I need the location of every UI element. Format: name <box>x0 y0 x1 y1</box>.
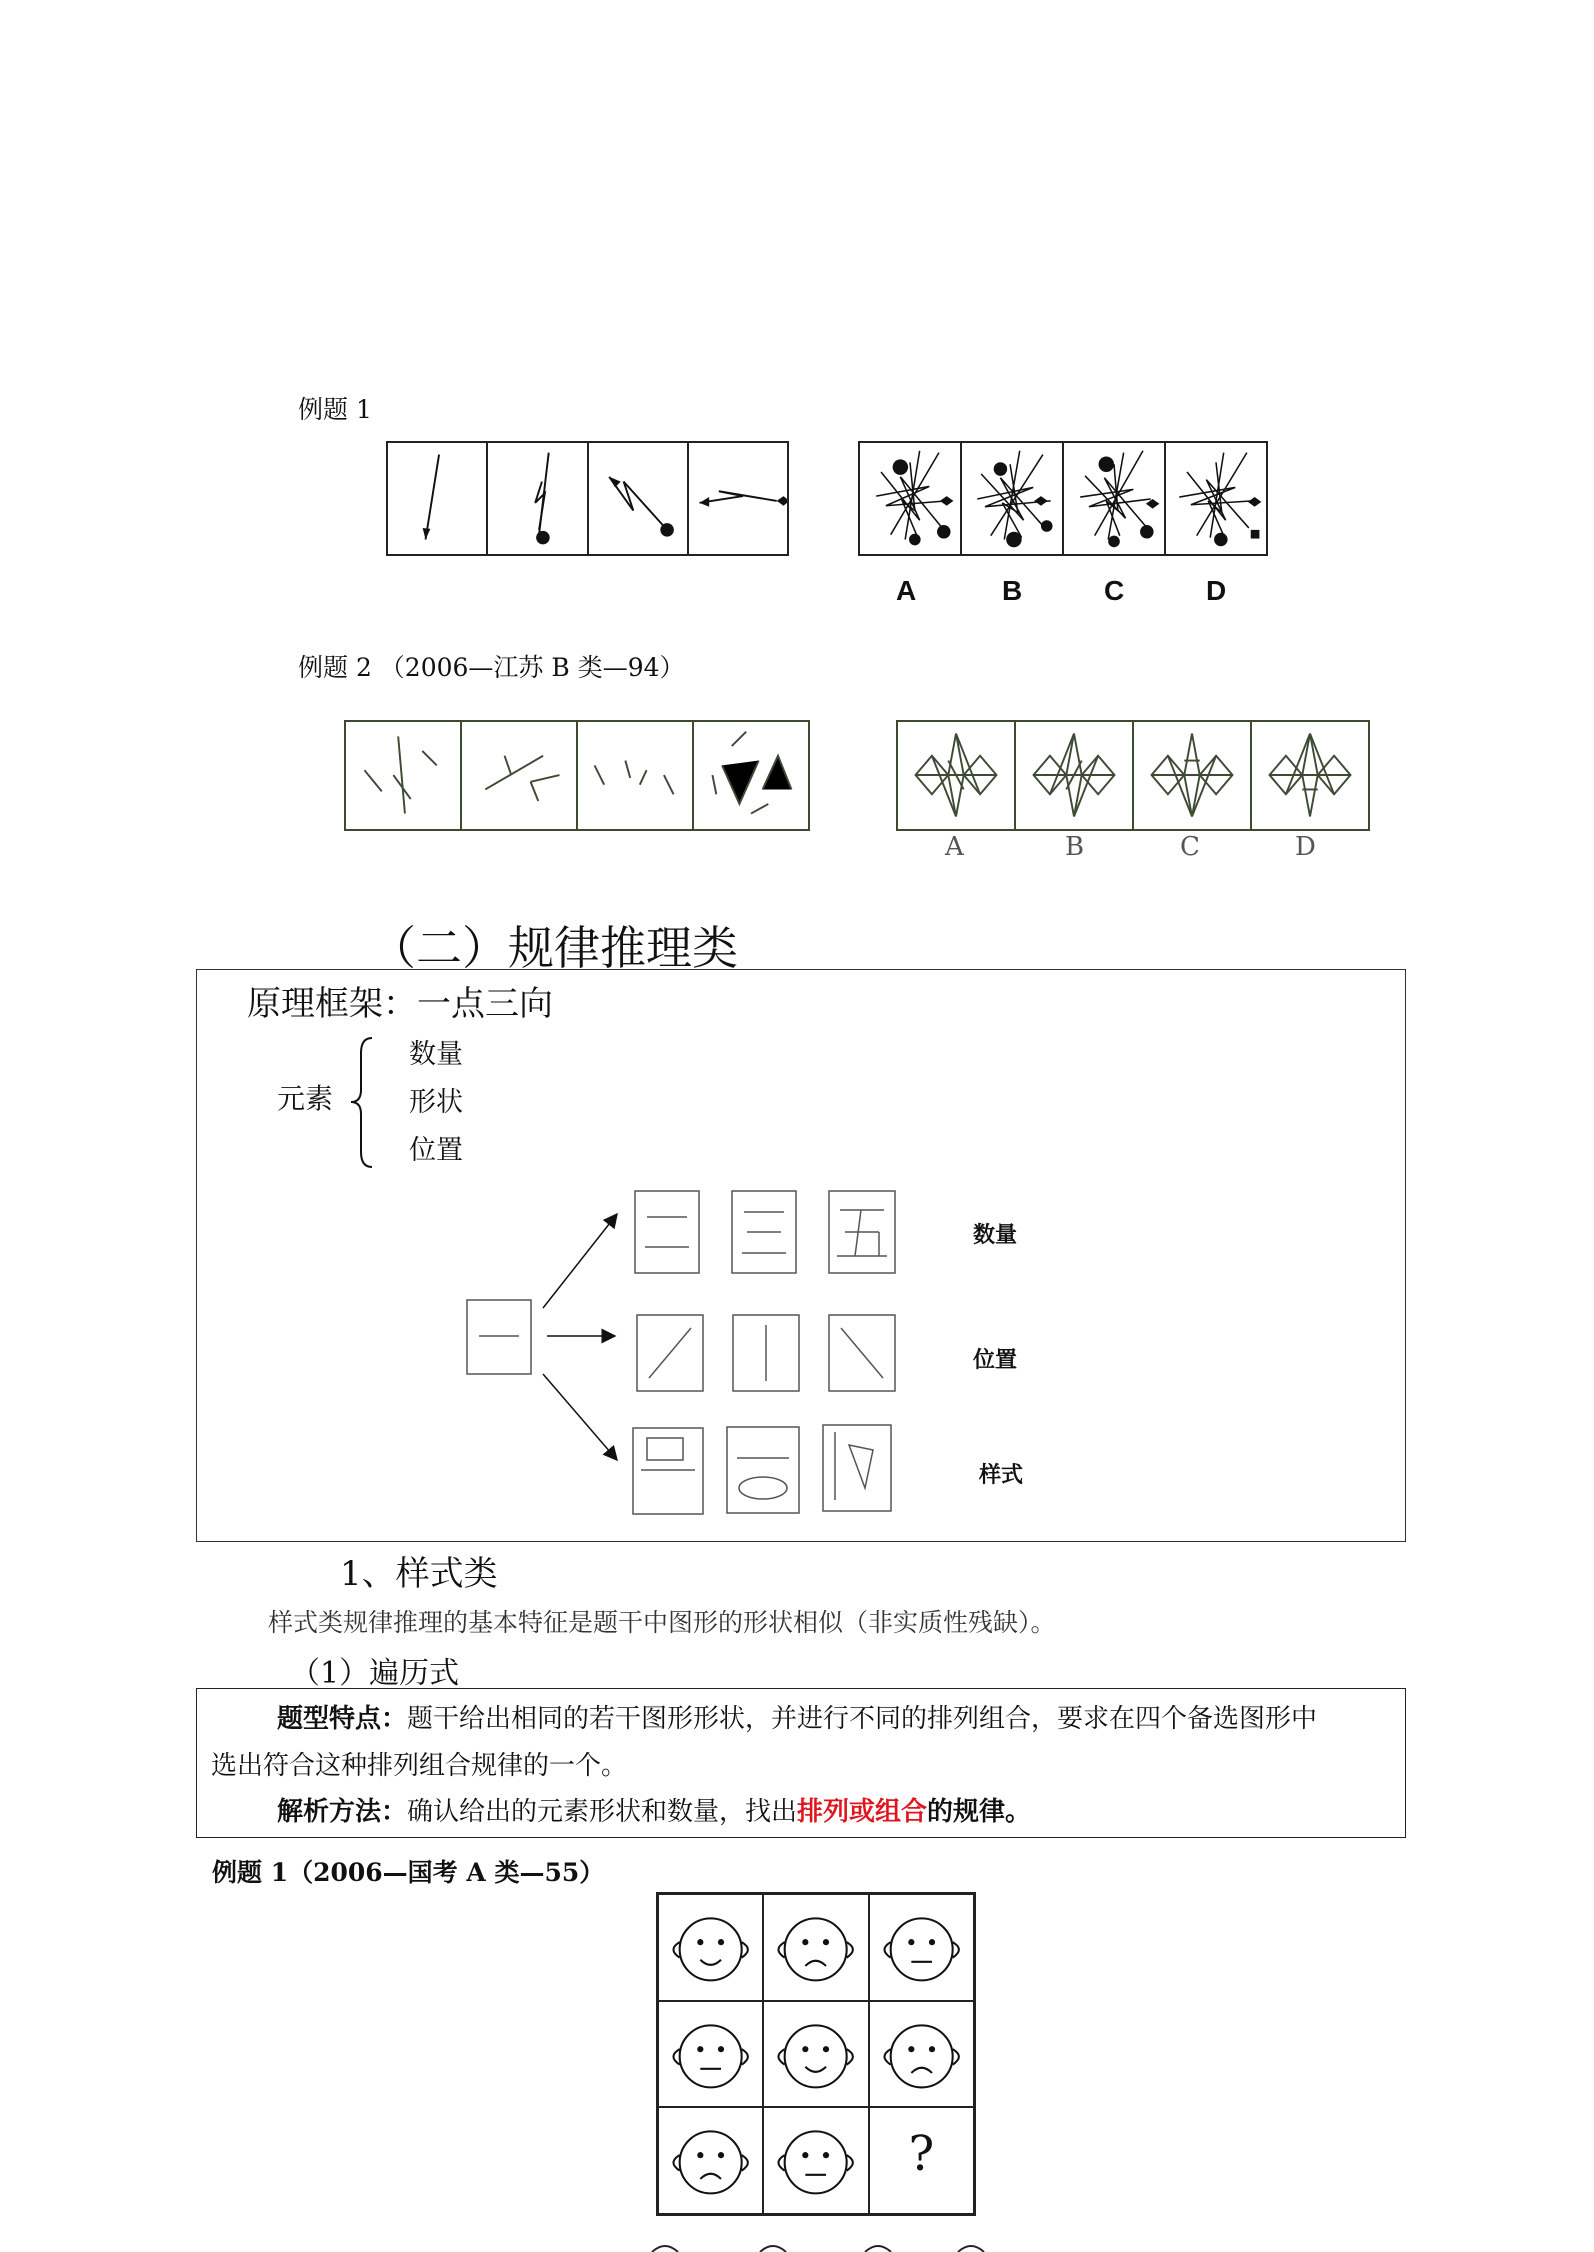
feature-line <box>277 1695 1317 1743</box>
example2-option-c[interactable] <box>1134 722 1252 829</box>
subsection-type: （1）遍历式 <box>290 1656 460 1691</box>
example1-q1 <box>388 443 488 554</box>
method-highlight: 排列或组合 <box>797 1797 928 1827</box>
method-line <box>277 1788 1031 1836</box>
element-position: 位置 <box>409 1135 463 1166</box>
method-text-1: 确认给出的元素形状和数量，找出 <box>407 1797 798 1827</box>
face-cell <box>658 1894 763 2001</box>
example1-title: 例题 1 <box>298 395 372 424</box>
element-label: 元素 <box>277 1082 334 1115</box>
face-cell <box>658 2001 763 2108</box>
example1-label-c: C <box>1104 575 1125 606</box>
example1-option-b[interactable] <box>962 443 1064 554</box>
face-frown-icon <box>870 2002 973 2107</box>
info-box <box>196 1688 1406 1838</box>
rule-diagram <box>197 970 1405 1541</box>
example2-q2 <box>462 722 578 829</box>
example2-label-a: A <box>945 832 964 862</box>
face-smile-icon <box>659 1895 762 2000</box>
face-neutral-icon <box>659 2002 762 2107</box>
example2-option-b[interactable] <box>1016 722 1134 829</box>
framework-box <box>196 969 1406 1542</box>
example2-label-c: C <box>1180 832 1200 862</box>
example1-label-b: B <box>1002 575 1023 606</box>
face-cell <box>869 2001 974 2108</box>
feature-text: 题干给出相同的若干图形形状，并进行不同的排列组合，要求在四个备选图形中 <box>407 1704 1318 1734</box>
face-cell <box>763 2001 868 2108</box>
face-neutral-icon <box>764 2108 867 2213</box>
face-cell <box>658 2107 763 2214</box>
example2-option-d[interactable] <box>1252 722 1368 829</box>
face-neutral-icon <box>870 1895 973 2000</box>
example2-label-b: B <box>1065 832 1085 862</box>
subsection-intro: 样式类规律推理的基本特征是题干中图形的形状相似（非实质性残缺）。 <box>268 1608 1056 1637</box>
diagram-label-style: 样式 <box>979 1462 1024 1488</box>
example1-q4 <box>689 443 787 554</box>
example1-label-a: A <box>896 575 917 606</box>
framework-title: 原理框架：一点三向 <box>247 984 553 1024</box>
example2-options-strip <box>896 720 1370 831</box>
face-frown-icon <box>764 1895 867 2000</box>
face-cell <box>763 1894 868 2001</box>
example1-option-a[interactable] <box>860 443 962 554</box>
method-text-2: 的规律。 <box>927 1797 1032 1827</box>
element-quantity: 数量 <box>409 1039 463 1070</box>
face-smile-icon <box>764 2002 867 2107</box>
question-cell <box>869 2107 974 2214</box>
example2-question-strip <box>344 720 810 831</box>
diagram-label-quantity: 数量 <box>973 1222 1018 1248</box>
example2-option-a[interactable] <box>898 722 1016 829</box>
feature-text-2: 选出符合这种排列组合规律的一个。 <box>211 1751 628 1781</box>
face-grid <box>656 1892 976 2216</box>
face-cell <box>869 1894 974 2001</box>
method-label: 解析方法： <box>277 1797 408 1827</box>
example1-q2 <box>488 443 588 554</box>
example1-question-strip <box>386 441 789 556</box>
example1-options-strip <box>858 441 1268 556</box>
section-title: （二）规律推理类 <box>370 921 738 975</box>
face-frown-icon <box>659 2108 762 2213</box>
diagram-label-position: 位置 <box>973 1347 1018 1373</box>
example2-q3 <box>578 722 694 829</box>
subsection-title: 1、样式类 <box>340 1554 498 1594</box>
feature-label: 题型特点： <box>277 1704 408 1734</box>
example1-label-d: D <box>1206 575 1227 606</box>
example3-title: 例题 1（2006—国考 A 类—55） <box>212 1858 605 1887</box>
example2-q1 <box>346 722 462 829</box>
example1-option-c[interactable] <box>1064 443 1166 554</box>
question-mark: ? <box>908 2126 935 2183</box>
example2-q4 <box>694 722 808 829</box>
element-shape: 形状 <box>409 1087 463 1118</box>
face-cell <box>763 2107 868 2214</box>
example1-q3 <box>589 443 689 554</box>
example2-label-d: D <box>1295 832 1316 862</box>
example1-option-d[interactable] <box>1166 443 1266 554</box>
example2-title: 例题 2 （2006—江苏 B 类—94） <box>298 653 685 682</box>
partial-options <box>640 2240 1000 2252</box>
